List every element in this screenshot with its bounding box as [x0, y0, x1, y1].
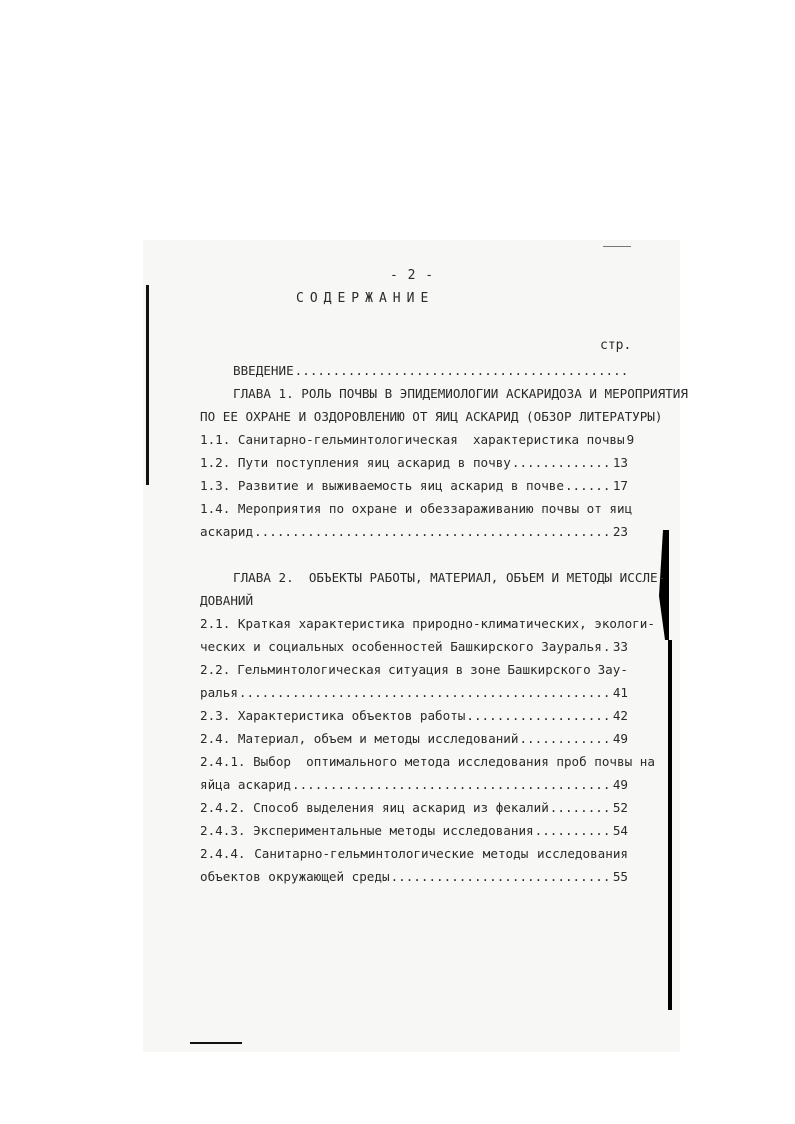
toc-entry-page: 52 — [612, 800, 628, 815]
toc-entry-page: 49 — [612, 731, 628, 746]
page-title: СОДЕРЖАНИЕ — [296, 291, 435, 306]
scan-edge-mark — [668, 640, 672, 1010]
toc-entry-page: 49 — [612, 777, 628, 792]
toc-word: в — [455, 662, 464, 677]
toc-entry-text: ВВЕДЕНИЕ — [233, 363, 294, 378]
toc-entry-text: 1.2. Пути поступления яиц аскарид в почву — [200, 455, 511, 470]
toc-entry-text: ралья — [200, 685, 238, 700]
toc-leader-dots — [466, 704, 611, 727]
toc-entry-page: 13 — [612, 455, 628, 470]
toc-entry-text: ческих и социальных особенностей Башкирского Зауралья — [200, 639, 602, 654]
toc-word: 2.2. — [200, 662, 231, 677]
toc-entry[interactable] — [200, 474, 628, 497]
toc-leader-dots — [391, 865, 612, 888]
toc-entry-text — [200, 658, 628, 681]
toc-word: Башкирского — [507, 662, 591, 677]
page-number: - 2 - — [390, 268, 435, 283]
table-of-contents — [200, 359, 688, 888]
toc-entry[interactable] — [200, 681, 628, 704]
toc-entry-text: 2.4. Материал, объем и методы исследований — [200, 731, 519, 746]
toc-chapter-heading — [200, 566, 666, 589]
toc-leader-dots — [519, 727, 611, 750]
scan-edge-mark — [146, 285, 149, 485]
toc-entry[interactable] — [200, 865, 628, 888]
toc-entry[interactable] — [200, 727, 628, 750]
toc-entry-page: 55 — [612, 869, 628, 884]
toc-leader-dots — [603, 635, 612, 658]
toc-chapter-heading — [200, 382, 688, 405]
page-column-label: стр. — [600, 338, 632, 353]
toc-entry-continued[interactable] — [200, 842, 628, 865]
toc-leader-dots — [292, 773, 612, 796]
toc-entry-page: 33 — [612, 639, 628, 654]
toc-entry-text: 2.1. Краткая характеристика природно-климатических, экологи- — [200, 616, 655, 631]
toc-chapter-line: ПО ЕЕ ОХРАНЕ И ОЗДОРОВЛЕНИЮ ОТ ЯИЦ АСКАРИД (ОБЗОР ЛИТЕРАТУРЫ) — [200, 409, 663, 424]
toc-word: методы — [482, 846, 529, 861]
toc-entry-text: 2.4.2. Способ выделения яиц аскарид из фекалий — [200, 800, 549, 815]
toc-word: Санитарно-гельминтологические — [254, 846, 475, 861]
toc-entry-text: аскарид — [200, 524, 254, 539]
toc-entry-continued[interactable] — [200, 612, 655, 635]
toc-entry-text: 2.3. Характеристика объектов работы — [200, 708, 466, 723]
toc-chapter-line: ДОВАНИЙ — [200, 593, 254, 608]
toc-entry[interactable] — [200, 796, 628, 819]
toc-entry[interactable] — [200, 704, 628, 727]
scan-edge-mark — [603, 246, 631, 247]
toc-word: исследования — [537, 846, 628, 861]
toc-leader-dots — [535, 819, 612, 842]
toc-word: 2.4.4. — [200, 846, 246, 861]
toc-entry-text: 1.1. Санитарно-гельминтологическая характеристика почвы — [200, 432, 625, 447]
toc-entry-page: 42 — [612, 708, 628, 723]
toc-leader-dots — [254, 520, 612, 543]
toc-spacer — [200, 543, 628, 566]
toc-entry-text: объектов окружающей среды — [200, 869, 390, 884]
toc-word: зоне — [470, 662, 501, 677]
toc-entry-text: 2.4.1. Выбор оптимального метода исследования проб почвы на — [200, 754, 655, 769]
toc-chapter-heading — [200, 405, 663, 428]
toc-entry-intro[interactable] — [200, 359, 628, 382]
toc-leader-dots — [565, 474, 612, 497]
toc-entry-page: 54 — [612, 823, 628, 838]
toc-entry-text: 2.4.3. Экспериментальные методы исследования — [200, 823, 534, 838]
toc-entry-page: 23 — [612, 524, 628, 539]
toc-leader-dots — [550, 796, 612, 819]
toc-entry-continued[interactable] — [200, 658, 628, 681]
toc-entry-page: 9 — [626, 432, 635, 447]
toc-entry-text: яйца аскарид — [200, 777, 291, 792]
toc-leader-dots — [239, 681, 612, 704]
toc-entry-continued[interactable] — [200, 750, 655, 773]
toc-leader-dots — [295, 359, 627, 382]
toc-leader-dots — [512, 451, 612, 474]
toc-entry[interactable] — [200, 773, 628, 796]
toc-entry[interactable] — [200, 635, 628, 658]
toc-entry[interactable] — [200, 819, 628, 842]
toc-entry[interactable] — [200, 428, 635, 451]
toc-entry-text: 1.4. Мероприятия по охране и обеззараживанию почвы от яиц — [200, 501, 633, 516]
toc-entry[interactable] — [200, 520, 628, 543]
toc-word: Зау- — [597, 662, 628, 677]
toc-chapter-line: ГЛАВА 1. РОЛЬ ПОЧВЫ В ЭПИДЕМИОЛОГИИ АСКАРИДОЗА И МЕРОПРИЯТИЯ — [233, 386, 688, 401]
toc-entry[interactable] — [200, 451, 628, 474]
toc-word: ситуация — [388, 662, 449, 677]
toc-entry-text — [200, 842, 628, 865]
toc-chapter-heading — [200, 589, 628, 612]
scan-edge-mark — [190, 1042, 242, 1044]
toc-chapter-line: ГЛАВА 2. ОБЪЕКТЫ РАБОТЫ, МАТЕРИАЛ, ОБЪЕМ И МЕТОДЫ ИССЛЕ- — [233, 570, 666, 585]
toc-entry-page: 17 — [612, 478, 628, 493]
toc-word: Гельминтологическая — [237, 662, 382, 677]
toc-entry-page: 41 — [612, 685, 628, 700]
toc-entry-text: 1.3. Развитие и выживаемость яиц аскарид в почве — [200, 478, 564, 493]
toc-entry-continued[interactable] — [200, 497, 633, 520]
